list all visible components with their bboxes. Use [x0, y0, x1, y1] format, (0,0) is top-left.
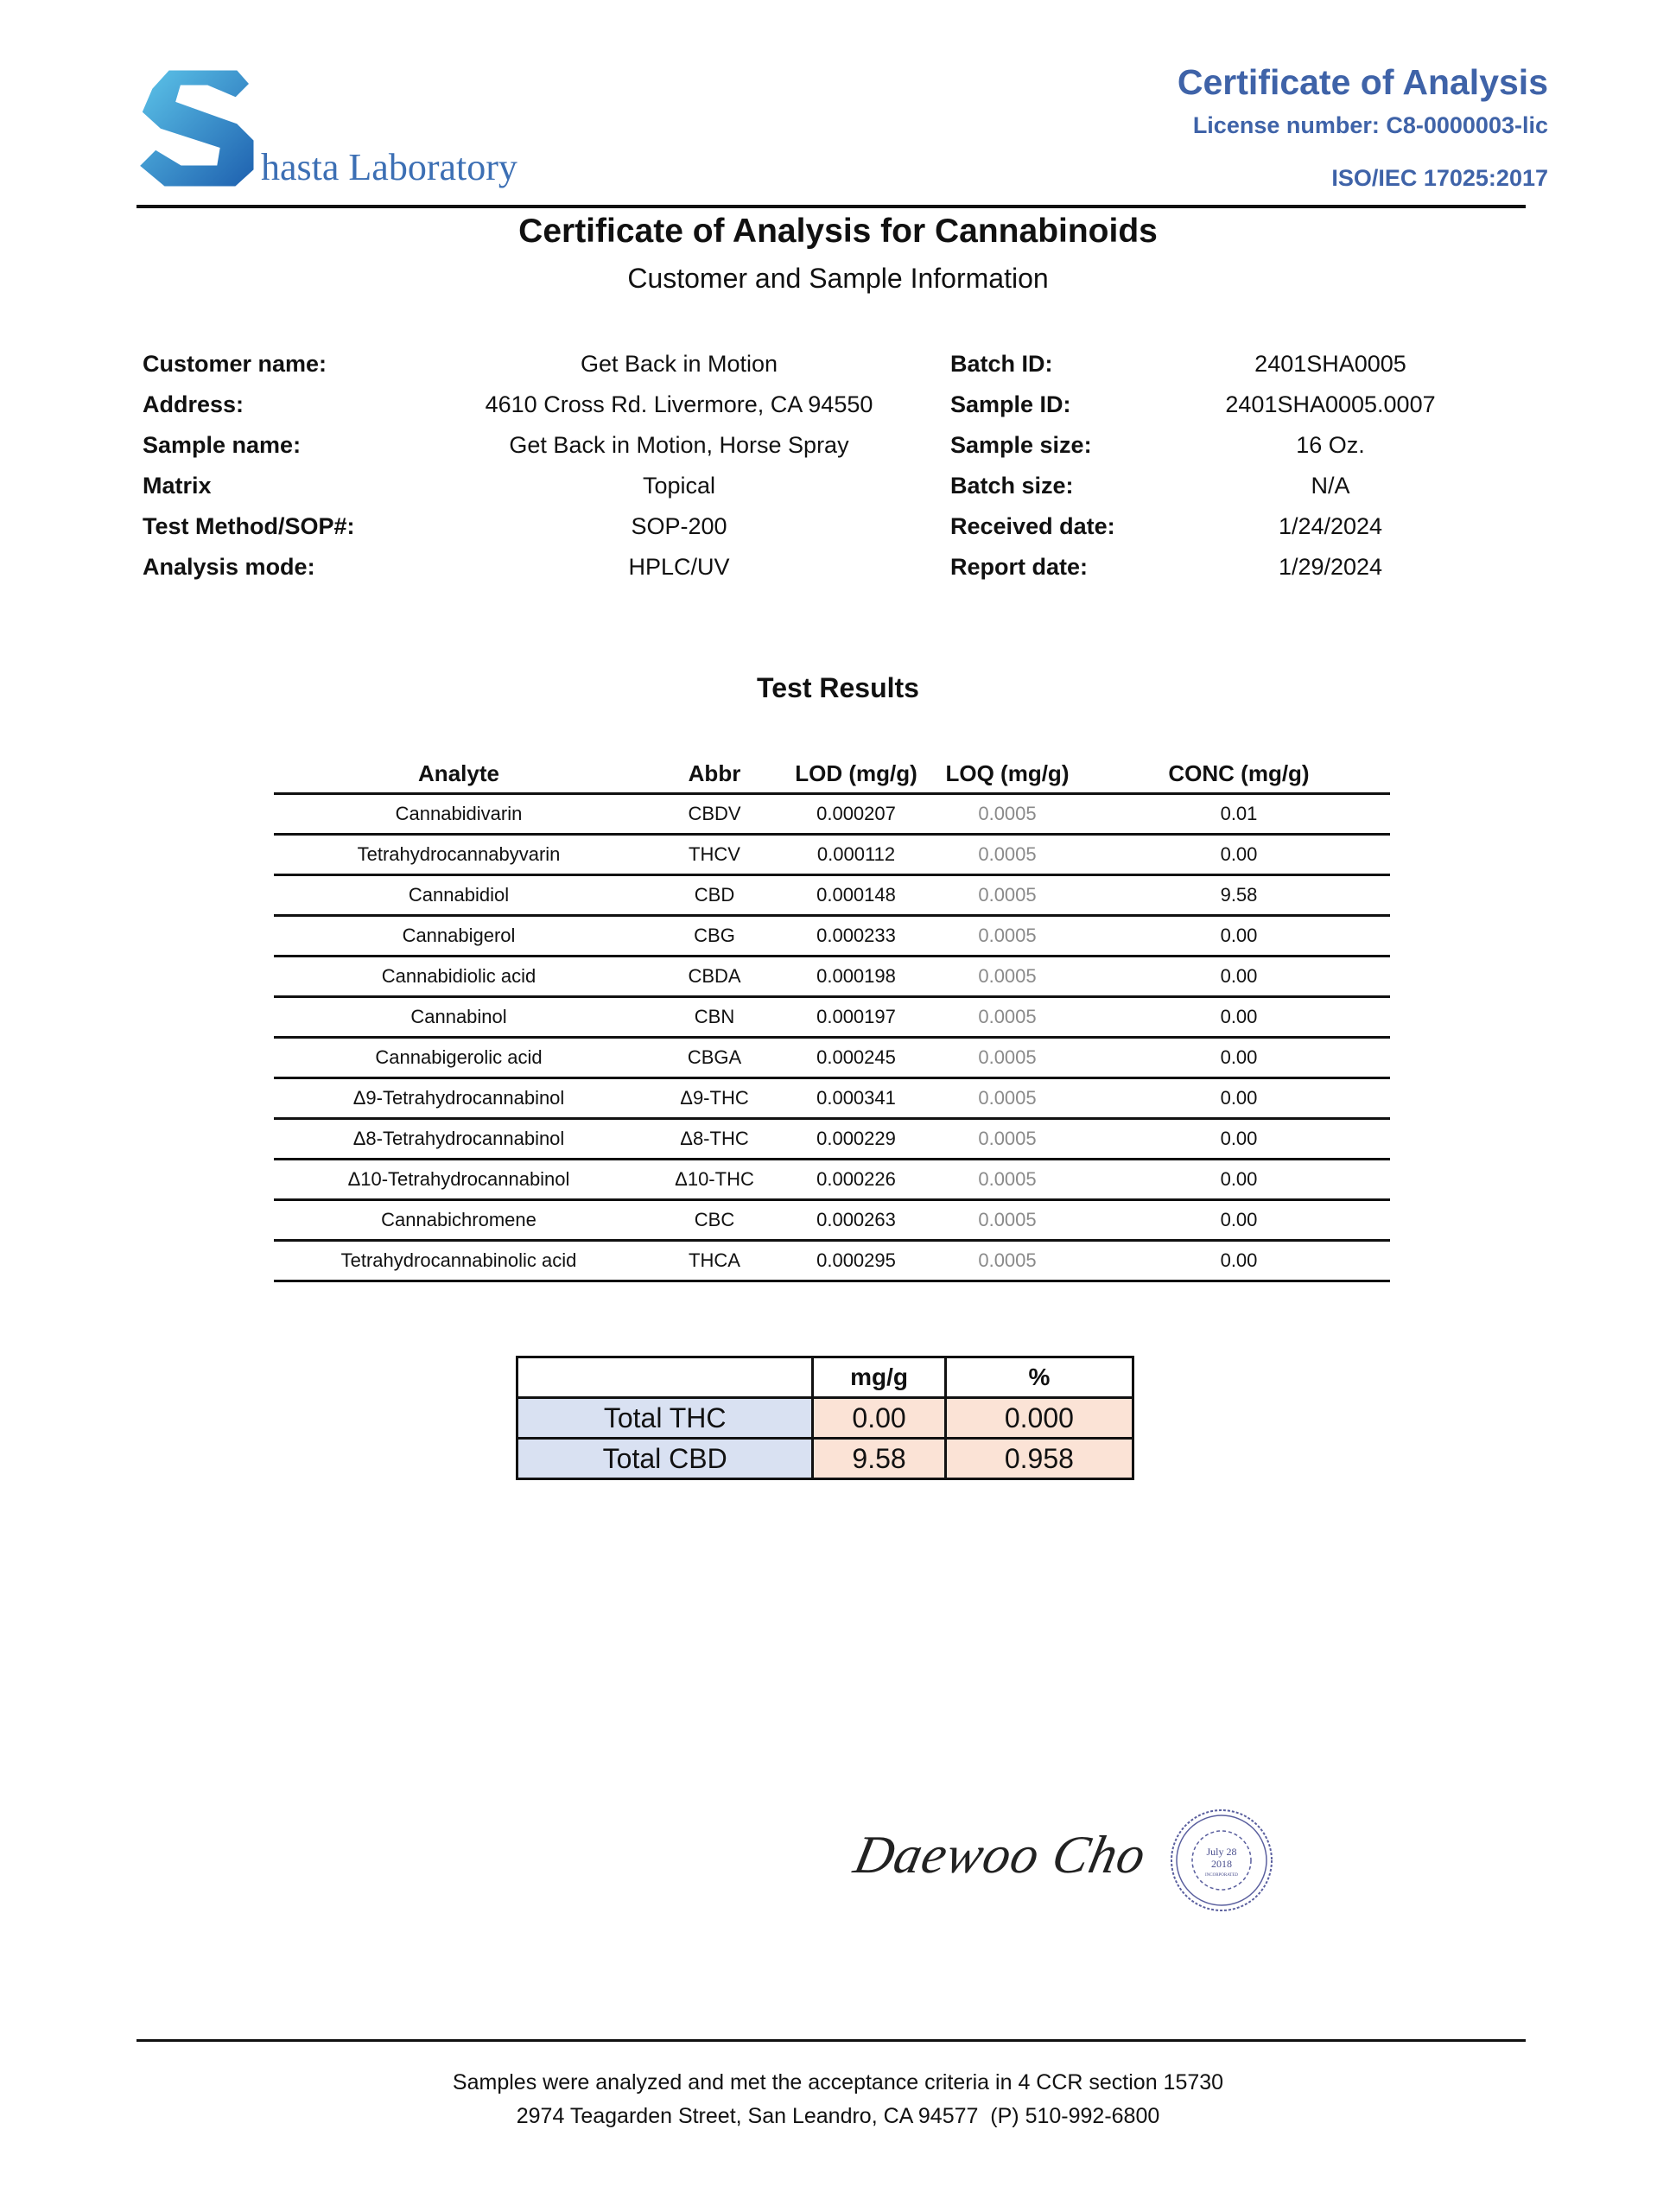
info-label: Batch ID: — [950, 351, 1053, 377]
table-row — [274, 956, 1390, 996]
analyte-cell: Cannabichromene — [274, 1199, 644, 1240]
column-header: Abbr — [644, 755, 785, 793]
loq-cell: 0.0005 — [927, 834, 1088, 874]
info-label: Received date: — [950, 513, 1115, 539]
info-value: 1/24/2024 — [1278, 513, 1383, 539]
info-label: Report date: — [950, 554, 1089, 580]
loq-cell: 0.0005 — [927, 1240, 1088, 1281]
total-mg-g: 0.00 — [813, 1398, 945, 1439]
info-value: 4610 Cross Rd. Livermore, CA 94550 — [485, 391, 873, 417]
table-row — [274, 1159, 1390, 1199]
loq-cell: 0.0005 — [927, 996, 1088, 1037]
loq-cell: 0.0005 — [927, 874, 1088, 915]
abbr-cell: CBDA — [644, 956, 785, 996]
table-row — [274, 1037, 1390, 1077]
shasta-logo-icon — [134, 62, 263, 192]
totals-table — [516, 1356, 1134, 1480]
page-title: Certificate of Analysis for Cannabinoids — [518, 213, 1158, 250]
lod-cell: 0.000229 — [785, 1118, 927, 1159]
info-row-right — [0, 473, 1676, 513]
header-divider — [136, 205, 1526, 208]
info-value: N/A — [1311, 473, 1350, 499]
info-value: 16 Oz. — [1296, 432, 1365, 458]
info-value: 2401SHA0005 — [1254, 351, 1406, 377]
loq-cell: 0.0005 — [927, 1159, 1088, 1199]
table-row — [274, 996, 1390, 1037]
lod-cell: 0.000233 — [785, 915, 927, 956]
info-value: 2401SHA0005.0007 — [1225, 391, 1436, 417]
column-header: CONC (mg/g) — [1088, 755, 1390, 793]
loq-cell: 0.0005 — [927, 1199, 1088, 1240]
info-label: Batch size: — [950, 473, 1074, 499]
lod-cell: 0.000245 — [785, 1037, 927, 1077]
svg-text:2018: 2018 — [1211, 1858, 1232, 1870]
info-label: Test Method/SOP#: — [143, 513, 355, 539]
column-header: LOQ (mg/g) — [927, 755, 1088, 793]
total-percent: 0.000 — [945, 1398, 1133, 1439]
conc-cell: 0.00 — [1088, 1077, 1390, 1118]
lod-cell: 0.000197 — [785, 996, 927, 1037]
total-label: Total THC — [517, 1398, 813, 1439]
analyte-cell: Cannabidiolic acid — [274, 956, 644, 996]
info-row-right — [0, 554, 1676, 594]
info-row-right — [0, 432, 1676, 473]
company-seal — [1169, 1808, 1274, 1913]
analyte-cell: Tetrahydrocannabyvarin — [274, 834, 644, 874]
loq-cell: 0.0005 — [927, 1037, 1088, 1077]
loq-cell: 0.0005 — [927, 915, 1088, 956]
analyte-cell: Cannabinol — [274, 996, 644, 1037]
analyte-cell: Cannabidivarin — [274, 793, 644, 834]
lod-cell: 0.000341 — [785, 1077, 927, 1118]
info-value: Get Back in Motion, Horse Spray — [509, 432, 849, 458]
conc-cell: 0.00 — [1088, 1199, 1390, 1240]
conc-cell: 0.00 — [1088, 996, 1390, 1037]
svg-text:July 28: July 28 — [1206, 1846, 1237, 1858]
conc-cell: 0.01 — [1088, 793, 1390, 834]
total-percent: 0.958 — [945, 1439, 1133, 1479]
conc-cell: 9.58 — [1088, 874, 1390, 915]
lod-cell: 0.000207 — [785, 793, 927, 834]
svg-text:INCORPORATED: INCORPORATED — [1204, 1873, 1239, 1878]
abbr-cell: Δ8-THC — [644, 1118, 785, 1159]
analyte-cell: Δ9-Tetrahydrocannabinol — [274, 1077, 644, 1118]
loq-cell: 0.0005 — [927, 1118, 1088, 1159]
doc-type-heading: Certificate of Analysis — [1177, 62, 1548, 102]
license-number: License number: C8-0000003-lic — [1192, 112, 1548, 138]
analyte-cell: Cannabidiol — [274, 874, 644, 915]
analyte-cell: Cannabigerolic acid — [274, 1037, 644, 1077]
info-label: Address: — [143, 391, 244, 417]
lod-cell: 0.000148 — [785, 874, 927, 915]
total-mg-g: 9.58 — [813, 1439, 945, 1479]
table-row — [274, 1077, 1390, 1118]
column-header: LOD (mg/g) — [785, 755, 927, 793]
loq-cell: 0.0005 — [927, 956, 1088, 996]
table-row — [274, 1240, 1390, 1281]
info-value: 1/29/2024 — [1278, 554, 1383, 580]
page-subtitle: Customer and Sample Information — [627, 263, 1049, 294]
totals-column-header — [517, 1357, 813, 1398]
info-label: Sample name: — [143, 432, 302, 458]
abbr-cell: Δ9-THC — [644, 1077, 785, 1118]
table-row — [274, 1199, 1390, 1240]
info-value: SOP-200 — [631, 513, 727, 539]
info-row-right — [0, 351, 1676, 391]
abbr-cell: CBGA — [644, 1037, 785, 1077]
table-row — [274, 915, 1390, 956]
totals-header-row — [517, 1357, 1133, 1398]
results-table — [274, 755, 1390, 1282]
results-header-row — [274, 755, 1390, 793]
totals-row — [517, 1398, 1133, 1439]
lod-cell: 0.000198 — [785, 956, 927, 996]
conc-cell: 0.00 — [1088, 1118, 1390, 1159]
signature: Daewoo Cho — [848, 1826, 1152, 1885]
footer-compliance: Samples were analyzed and met the acceptance criteria in 4 CCR section 15730 — [452, 2070, 1224, 2094]
info-label: Sample size: — [950, 432, 1092, 458]
info-value: Get Back in Motion — [580, 351, 778, 377]
conc-cell: 0.00 — [1088, 1159, 1390, 1199]
results-title: Test Results — [757, 672, 919, 703]
info-label: Customer name: — [143, 351, 327, 377]
footer-divider — [136, 2039, 1526, 2042]
totals-row — [517, 1439, 1133, 1479]
info-value: Topical — [642, 473, 716, 499]
analyte-cell: Δ10-Tetrahydrocannabinol — [274, 1159, 644, 1199]
abbr-cell: CBG — [644, 915, 785, 956]
footer-address: 2974 Teagarden Street, San Leandro, CA 94577 (P) 510-992-6800 — [516, 2104, 1160, 2128]
conc-cell: 0.00 — [1088, 956, 1390, 996]
abbr-cell: CBD — [644, 874, 785, 915]
lod-cell: 0.000226 — [785, 1159, 927, 1199]
info-label: Analysis mode: — [143, 554, 315, 580]
abbr-cell: CBDV — [644, 793, 785, 834]
conc-cell: 0.00 — [1088, 915, 1390, 956]
table-row — [274, 874, 1390, 915]
conc-cell: 0.00 — [1088, 1240, 1390, 1281]
info-row-right — [0, 391, 1676, 432]
abbr-cell: THCA — [644, 1240, 785, 1281]
table-row — [274, 834, 1390, 874]
info-label: Sample ID: — [950, 391, 1071, 417]
analyte-cell: Tetrahydrocannabinolic acid — [274, 1240, 644, 1281]
lod-cell: 0.000263 — [785, 1199, 927, 1240]
analyte-cell: Δ8-Tetrahydrocannabinol — [274, 1118, 644, 1159]
info-row-right — [0, 513, 1676, 554]
abbr-cell: Δ10-THC — [644, 1159, 785, 1199]
analyte-cell: Cannabigerol — [274, 915, 644, 956]
total-label: Total CBD — [517, 1439, 813, 1479]
loq-cell: 0.0005 — [927, 1077, 1088, 1118]
totals-column-header: mg/g — [813, 1357, 945, 1398]
lod-cell: 0.000112 — [785, 834, 927, 874]
conc-cell: 0.00 — [1088, 834, 1390, 874]
abbr-cell: CBC — [644, 1199, 785, 1240]
table-row — [274, 793, 1390, 834]
logo-text: hasta Laboratory — [261, 146, 517, 188]
lod-cell: 0.000295 — [785, 1240, 927, 1281]
table-row — [274, 1118, 1390, 1159]
info-label: Matrix — [143, 473, 212, 499]
loq-cell: 0.0005 — [927, 793, 1088, 834]
totals-column-header: % — [945, 1357, 1133, 1398]
iso-accreditation: ISO/IEC 17025:2017 — [1331, 165, 1548, 191]
abbr-cell: CBN — [644, 996, 785, 1037]
column-header: Analyte — [274, 755, 644, 793]
info-value: HPLC/UV — [628, 554, 730, 580]
conc-cell: 0.00 — [1088, 1037, 1390, 1077]
abbr-cell: THCV — [644, 834, 785, 874]
